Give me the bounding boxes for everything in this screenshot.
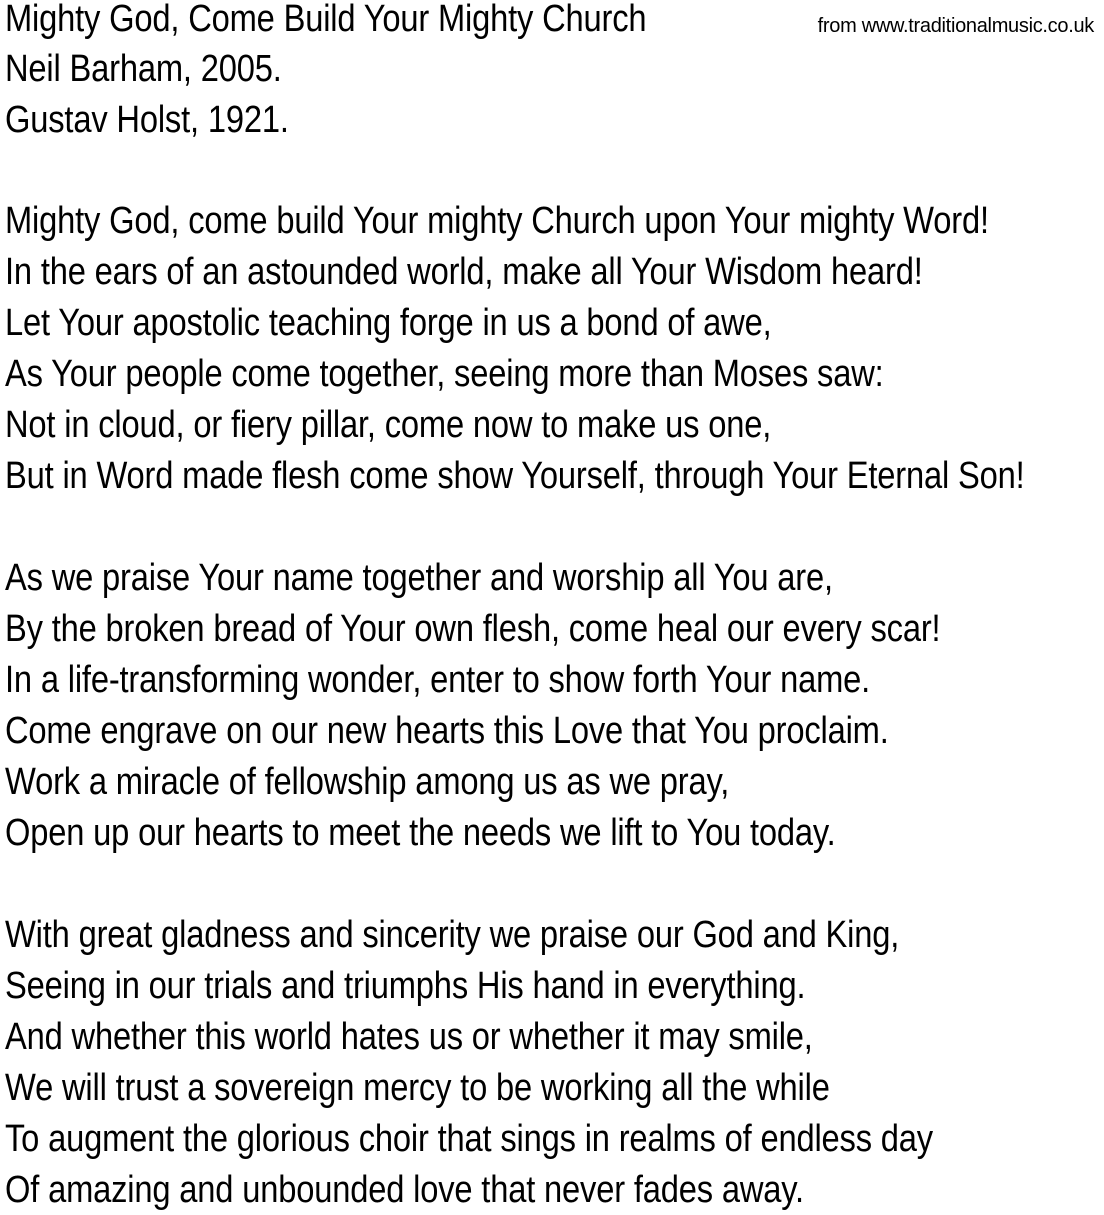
composer-line: Gustav Holst, 1921. bbox=[5, 99, 289, 141]
verse-line: We will trust a sovereign mercy to be working all the while bbox=[5, 1067, 830, 1109]
verse-line: In a life-transforming wonder, enter to show forth Your name. bbox=[5, 659, 871, 701]
verse-line: Mighty God, come build Your mighty Church upon Your mighty Word! bbox=[5, 200, 989, 242]
verse-line: Come engrave on our new hearts this Love that You proclaim. bbox=[5, 710, 889, 752]
verse-line: Work a miracle of fellowship among us as we pray, bbox=[5, 761, 730, 803]
verse-line: And whether this world hates us or whether it may smile, bbox=[5, 1016, 813, 1058]
verse-line: As we praise Your name together and worship all You are, bbox=[5, 557, 833, 599]
verse-line: To augment the glorious choir that sings in realms of endless day bbox=[5, 1118, 933, 1160]
source-credit: from www.traditionalmusic.co.uk bbox=[817, 15, 1094, 37]
verse-line: As Your people come together, seeing more than Moses saw: bbox=[5, 353, 884, 395]
verse-line: In the ears of an astounded world, make all Your Wisdom heard! bbox=[5, 251, 923, 293]
verse-line: Open up our hearts to meet the needs we lift to You today. bbox=[5, 812, 836, 854]
verse-line: Not in cloud, or fiery pillar, come now to make us one, bbox=[5, 404, 772, 446]
author-line: Neil Barham, 2005. bbox=[5, 48, 282, 90]
verse-line: With great gladness and sincerity we praise our God and King, bbox=[5, 914, 900, 956]
verse-line: Let Your apostolic teaching forge in us a bond of awe, bbox=[5, 302, 772, 344]
hymn-title: Mighty God, Come Build Your Mighty Church bbox=[5, 0, 647, 40]
verse-line: But in Word made flesh come show Yourself, through Your Eternal Son! bbox=[5, 455, 1025, 497]
verse-line: By the broken bread of Your own flesh, come heal our every scar! bbox=[5, 608, 941, 650]
verse-line: Seeing in our trials and triumphs His hand in everything. bbox=[5, 965, 806, 1007]
verse-line: Of amazing and unbounded love that never fades away. bbox=[5, 1169, 804, 1211]
